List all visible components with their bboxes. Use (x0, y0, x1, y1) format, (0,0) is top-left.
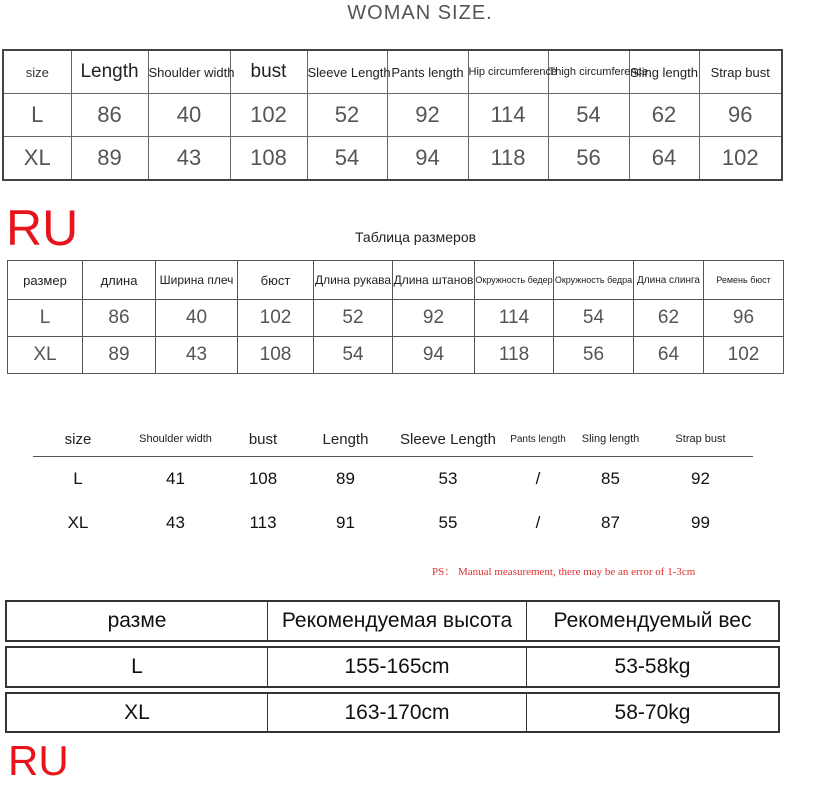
table-row (8, 337, 784, 374)
table-cell: 94 (393, 337, 475, 374)
table-cell: 92 (691, 469, 710, 488)
table-cell: 56 (554, 337, 634, 374)
table-cell: 102 (704, 337, 784, 374)
header-cell: Длина рукава (314, 261, 393, 300)
header-cell: Ширина плеч (156, 261, 238, 300)
table-cell: XL (7, 694, 268, 731)
size-table-english (2, 49, 783, 181)
header-cell: Длина слинга (634, 261, 704, 300)
table-cell: 54 (307, 137, 387, 181)
table-cell: 43 (156, 337, 238, 374)
table-cell: 41 (166, 469, 185, 488)
header-cell: bust (228, 422, 298, 457)
table-cell: 114 (475, 300, 554, 337)
header-cell: Рекомендуемый вес (553, 609, 752, 632)
table-cell: 94 (387, 137, 468, 181)
header-cell: Pants length (387, 50, 468, 94)
table-cell: 58-70kg (614, 700, 691, 724)
header-cell: size (33, 422, 123, 457)
table-header-row (8, 261, 784, 300)
table-cell: 54 (548, 94, 629, 137)
table-cell: 91 (336, 513, 355, 532)
header-cell: размер (8, 261, 83, 300)
table-cell: L (8, 300, 83, 337)
table-cell: XL (8, 337, 83, 374)
table-row (33, 501, 753, 545)
header-cell: size (3, 50, 71, 94)
table-cell: 114 (468, 94, 548, 137)
header-cell: Окружность бедра (554, 261, 634, 300)
table-cell: 92 (387, 94, 468, 137)
table-cell: 56 (548, 137, 629, 181)
table-cell: 108 (230, 137, 307, 181)
header-cell: Окружность бедер (475, 261, 554, 300)
header-cell: длина (83, 261, 156, 300)
header-cell: Ремень бюст (704, 261, 784, 300)
table-cell: L (7, 648, 268, 686)
header-cell: Shoulder width (123, 422, 228, 457)
ru-label: RU (6, 200, 79, 256)
recommend-row (5, 692, 780, 733)
table-cell: 96 (704, 300, 784, 337)
size-table-alt (33, 422, 753, 545)
recommend-header-row (5, 600, 780, 642)
table-cell: 89 (71, 137, 148, 181)
table-cell: 118 (475, 337, 554, 374)
table-cell: 52 (314, 300, 393, 337)
table-cell: 99 (691, 513, 710, 532)
table-cell: 92 (393, 300, 475, 337)
table-cell: 64 (634, 337, 704, 374)
table-cell: / (535, 513, 541, 532)
header-cell: Sleeve Length (307, 50, 387, 94)
header-cell: Sling length (573, 422, 648, 457)
table-cell: L (73, 469, 83, 488)
table-cell: 155-165cm (268, 648, 527, 686)
header-cell: бюст (238, 261, 314, 300)
header-cell: разме (7, 602, 268, 640)
table-cell: 102 (699, 137, 782, 181)
header-cell: Shoulder width (148, 50, 230, 94)
table-cell: 54 (554, 300, 634, 337)
ru-table-title: Таблица размеров (355, 229, 477, 245)
table-row (3, 137, 782, 181)
table-header-row (33, 422, 753, 457)
table-cell: 118 (468, 137, 548, 181)
table-cell: 108 (248, 469, 278, 488)
table-cell: 86 (71, 94, 148, 137)
ru-label: RU (8, 737, 69, 784)
table-cell: 102 (230, 94, 307, 137)
header-cell: Длина штанов (393, 261, 475, 300)
page-title: WOMAN SIZE. (347, 2, 493, 24)
table-cell: 89 (336, 469, 355, 488)
header-cell: Strap bust (699, 50, 782, 94)
header-cell: bust (230, 50, 307, 94)
table-row (3, 94, 782, 137)
table-cell: XL (67, 513, 89, 532)
header-cell: Pants length (503, 422, 573, 457)
table-cell: 40 (148, 94, 230, 137)
measurement-note: PS： Manual measurement, there may be an error of 1-3cm (432, 566, 696, 578)
table-cell: 53-58kg (614, 655, 691, 678)
table-cell: 64 (629, 137, 699, 181)
header-cell: Thigh circumference (548, 50, 629, 94)
table-cell: 54 (314, 337, 393, 374)
table-cell: 163-170cm (268, 694, 527, 731)
table-cell: 89 (83, 337, 156, 374)
table-cell: 87 (601, 513, 620, 532)
table-cell: 43 (166, 513, 185, 532)
table-cell: 113 (249, 513, 277, 532)
table-cell: 52 (307, 94, 387, 137)
size-table-russian (7, 260, 784, 374)
table-cell: 108 (238, 337, 314, 374)
table-cell: 96 (699, 94, 782, 137)
header-cell: Length (71, 50, 148, 94)
header-cell: Рекомендуемая высота (268, 602, 527, 640)
table-cell: 43 (148, 137, 230, 181)
table-cell: / (535, 469, 541, 488)
header-cell: Strap bust (648, 422, 753, 457)
header-cell: Sleeve Length (393, 422, 503, 457)
table-cell: L (3, 94, 71, 137)
table-row (8, 300, 784, 337)
table-cell: 40 (156, 300, 238, 337)
table-cell: 85 (601, 469, 620, 488)
table-cell: XL (3, 137, 71, 181)
recommend-row (5, 646, 780, 688)
header-cell: Sling length (629, 50, 699, 94)
table-cell: 53 (438, 469, 458, 488)
table-cell: 102 (238, 300, 314, 337)
table-cell: 62 (629, 94, 699, 137)
table-header-row (3, 50, 782, 94)
table-cell: 55 (438, 513, 458, 532)
table-row (33, 457, 753, 502)
header-cell: Hip circumference (468, 50, 548, 94)
header-cell: Length (298, 422, 393, 457)
table-cell: 86 (83, 300, 156, 337)
table-cell: 62 (634, 300, 704, 337)
